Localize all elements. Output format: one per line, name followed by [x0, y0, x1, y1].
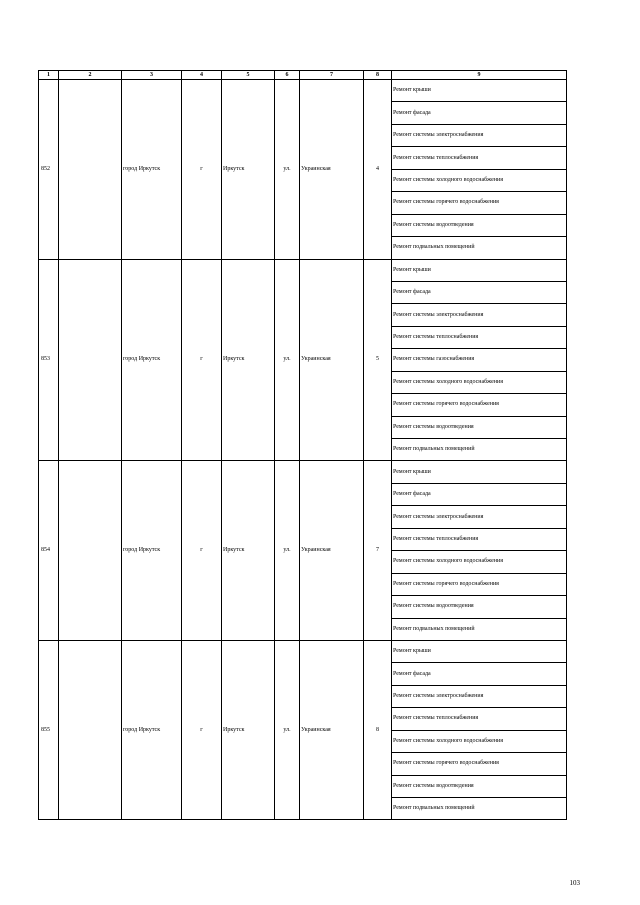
column-header: 5 — [222, 71, 275, 80]
work-type-cell: Ремонт крыши — [392, 80, 567, 102]
work-type-cell: Ремонт подвальных помещений — [392, 237, 567, 259]
work-type-cell: Ремонт крыши — [392, 640, 567, 662]
column-header: 1 — [39, 71, 59, 80]
page-number: 103 — [569, 879, 580, 887]
column-header: 9 — [392, 71, 567, 80]
column-header: 8 — [364, 71, 392, 80]
header-row — [39, 71, 567, 80]
street-type: ул. — [275, 80, 300, 260]
work-type-cell: Ремонт фасада — [392, 483, 567, 505]
work-type-cell: Ремонт крыши — [392, 461, 567, 483]
work-type-cell: Ремонт подвальных помещений — [392, 618, 567, 640]
work-type-cell: Ремонт системы теплоснабжения — [392, 708, 567, 730]
work-type-cell: Ремонт системы теплоснабжения — [392, 528, 567, 550]
work-type-cell: Ремонт системы теплоснабжения — [392, 147, 567, 169]
settlement-name: город Иркутск — [122, 259, 182, 461]
work-type-cell: Ремонт подвальных помещений — [392, 798, 567, 820]
settlement-type: г — [182, 461, 222, 641]
work-type-cell: Ремонт системы горячего водоснабжения — [392, 753, 567, 775]
work-type-cell: Ремонт системы водоотведения — [392, 775, 567, 797]
street-name: Украинская — [300, 640, 364, 820]
settlement-name: город Иркутск — [122, 461, 182, 641]
record-number: 854 — [39, 461, 59, 641]
house-number: 8 — [364, 640, 392, 820]
settlement-type: г — [182, 640, 222, 820]
work-type-cell: Ремонт системы холодного водоснабжения — [392, 371, 567, 393]
work-type-cell: Ремонт крыши — [392, 259, 567, 281]
settlement-name: город Иркутск — [122, 80, 182, 260]
city-name: Иркутск — [222, 461, 275, 641]
city-name: Иркутск — [222, 80, 275, 260]
street-type: ул. — [275, 259, 300, 461]
street-type: ул. — [275, 461, 300, 641]
street-name: Украинская — [300, 80, 364, 260]
column-header: 4 — [182, 71, 222, 80]
house-number: 5 — [364, 259, 392, 461]
work-type-cell: Ремонт системы горячего водоснабжения — [392, 394, 567, 416]
work-type-cell: Ремонт системы электроснабжения — [392, 506, 567, 528]
settlement-type: г — [182, 259, 222, 461]
work-type-cell: Ремонт фасада — [392, 663, 567, 685]
work-type-cell: Ремонт системы холодного водоснабжения — [392, 730, 567, 752]
record-col2 — [59, 259, 122, 461]
table-row — [39, 461, 567, 483]
street-type: ул. — [275, 640, 300, 820]
table-row — [39, 640, 567, 662]
settlement-type: г — [182, 80, 222, 260]
work-type-cell: Ремонт фасада — [392, 281, 567, 303]
work-type-cell: Ремонт системы теплоснабжения — [392, 326, 567, 348]
street-name: Украинская — [300, 259, 364, 461]
record-col2 — [59, 640, 122, 820]
work-type-cell: Ремонт системы газоснабжения — [392, 349, 567, 371]
work-type-cell: Ремонт системы электроснабжения — [392, 304, 567, 326]
column-header: 2 — [59, 71, 122, 80]
work-type-cell: Ремонт системы холодного водоснабжения — [392, 551, 567, 573]
settlement-name: город Иркутск — [122, 640, 182, 820]
table-row — [39, 259, 567, 281]
table-row — [39, 80, 567, 102]
record-number: 853 — [39, 259, 59, 461]
repair-program-table — [38, 70, 567, 820]
record-number: 855 — [39, 640, 59, 820]
column-header: 7 — [300, 71, 364, 80]
work-type-cell: Ремонт системы горячего водоснабжения — [392, 192, 567, 214]
work-type-cell: Ремонт системы водоотведения — [392, 596, 567, 618]
street-name: Украинская — [300, 461, 364, 641]
work-type-cell: Ремонт подвальных помещений — [392, 439, 567, 461]
city-name: Иркутск — [222, 640, 275, 820]
work-type-cell: Ремонт системы водоотведения — [392, 214, 567, 236]
record-col2 — [59, 461, 122, 641]
record-number: 852 — [39, 80, 59, 260]
work-type-cell: Ремонт системы водоотведения — [392, 416, 567, 438]
house-number: 7 — [364, 461, 392, 641]
column-header: 3 — [122, 71, 182, 80]
work-type-cell: Ремонт фасада — [392, 102, 567, 124]
work-type-cell: Ремонт системы электроснабжения — [392, 124, 567, 146]
work-type-cell: Ремонт системы электроснабжения — [392, 685, 567, 707]
work-type-cell: Ремонт системы горячего водоснабжения — [392, 573, 567, 595]
column-header: 6 — [275, 71, 300, 80]
work-type-cell: Ремонт системы холодного водоснабжения — [392, 169, 567, 191]
city-name: Иркутск — [222, 259, 275, 461]
house-number: 4 — [364, 80, 392, 260]
record-col2 — [59, 80, 122, 260]
